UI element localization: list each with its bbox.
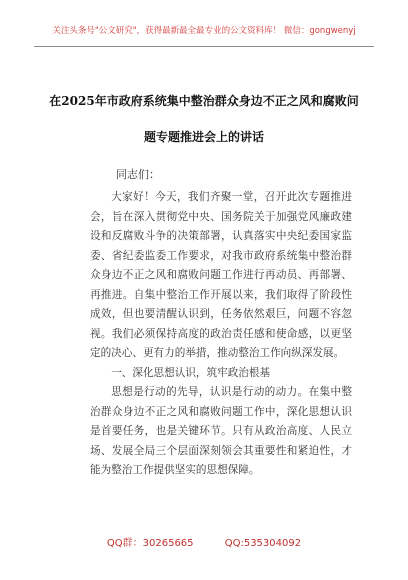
document-title-line-1: 在2025年市政府系统集中整治群众身边不正之风和腐败问 [49, 94, 359, 108]
header-divider [34, 46, 374, 47]
footer-contact [0, 534, 408, 549]
body-paragraph: 大家好！今天，我们齐聚一堂，召开此次专题推进会，旨在深入贯彻党中央、国务院关于加强党风廉政建设和反腐败斗争的决策部署，认真落实中央纪委国家监委、省纪委监委工作要求，对我市政府系统集中整治群众身边不正之风和腐败问题工作进行再动员、再部署、再推进。自集中整治工作开展以来，我们取得了阶段性成效，但也要清醒认识到，任务依然艰巨，问题不容忽视。我们必须保持高度的政治责任感和使命感，以更坚定的决心、更有力的举措，推动整治工作向纵深发展。 [90, 191, 352, 359]
salutation: 同志们： [116, 168, 160, 181]
document-body [90, 188, 352, 481]
footer-qq: QQ:535304092 [224, 538, 302, 549]
footer-qq-group: QQ群：30265665 [106, 538, 194, 549]
body-paragraph: 思想是行动的先导，认识是行动的动力。在集中整治群众身边不正之风和腐败问题工作中，深化思想认识是首要任务，也是关键环节。只有从政治高度、人民立场、发展全局三个层面深刻领会其重要性和紧迫性，才能为整治工作提供坚实的思想保障。 [90, 386, 352, 476]
header-note: 关注头条号"公文研究"，获得最新最全最专业的公文资料库！ 微信：gongwenyj [52, 26, 356, 36]
document-title-line-2: 题专题推进会上的讲话 [143, 130, 264, 144]
section-heading: 一、深化思想认识，筑牢政治根基 [111, 366, 271, 379]
